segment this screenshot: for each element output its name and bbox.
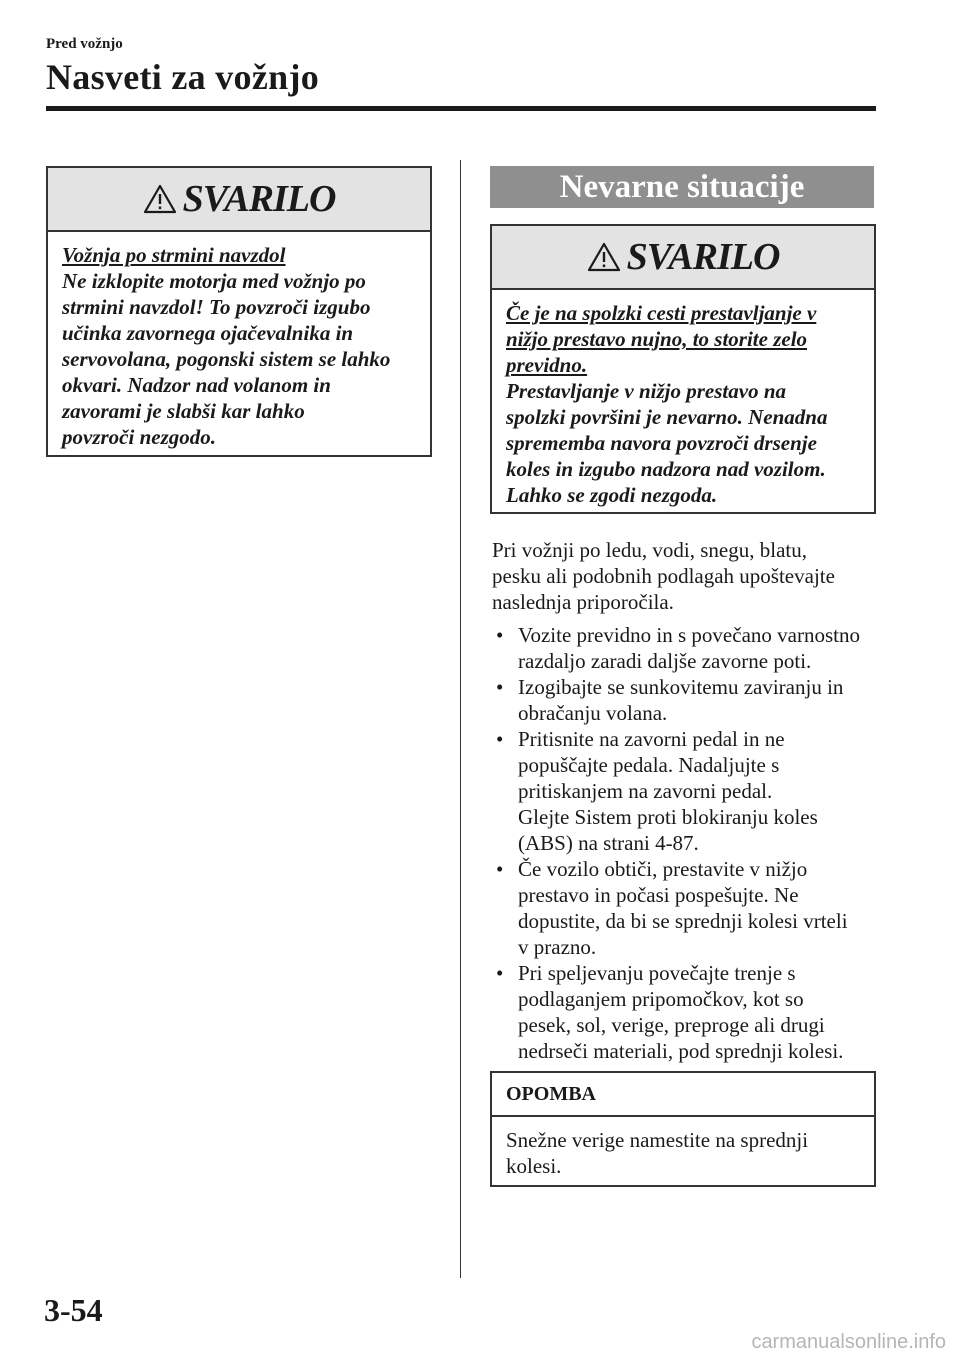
warning-line: učinka zavornega ojačevalnika in — [62, 321, 354, 345]
list-item-line: Pri speljevanju povečajte trenje s — [518, 961, 796, 985]
list-item-line: Izogibajte se sunkovitemu zaviranju in — [518, 675, 844, 699]
warning-line: spolzki površini je nevarno. Nenadna — [506, 405, 828, 429]
warning-box-right — [490, 224, 876, 514]
warning-triangle-icon — [587, 242, 621, 272]
note-body — [492, 1117, 874, 1189]
list-item-line: pesek, sol, verige, preproge ali drugi — [518, 1013, 825, 1037]
paragraph-line: Pri vožnji po ledu, vodi, snegu, blatu, — [492, 538, 807, 562]
warning-line: strmini navzdol! To povzroči izgubo — [62, 295, 371, 319]
note-line: Snežne verige namestite na sprednji — [506, 1128, 809, 1152]
note-box — [490, 1071, 876, 1187]
warning-heading: Vožnja po strmini navzdol — [62, 243, 286, 267]
list-item-line: obračanju volana. — [518, 701, 668, 725]
warning-body — [48, 232, 430, 462]
warning-line: Lahko se zgodi nezgoda. — [506, 483, 718, 507]
bullet-icon: • — [496, 857, 504, 881]
section-kicker: Pred vožnjo — [46, 36, 123, 52]
warning-line: Ne izklopite motorja med vožnjo po — [62, 269, 366, 293]
list-item-line: razdaljo zaradi daljše zavorne poti. — [518, 649, 812, 673]
warning-line: servovolana, pogonski sistem se lahko — [62, 347, 391, 371]
list-item — [492, 960, 876, 1064]
list-item-line: Če vozilo obtiči, prestavite v nižjo — [518, 857, 808, 881]
watermark-link[interactable]: carmanualsonline.info — [751, 1331, 946, 1353]
list-item-line: Vozite previdno in s povečano varnostno — [518, 623, 860, 647]
warning-line: povzroči nezgodo. — [62, 425, 216, 449]
warning-box-left — [46, 166, 432, 457]
warning-line: koles in izgubo nadzora nad vozilom. — [506, 457, 826, 481]
note-label: OPOMBA — [492, 1073, 874, 1117]
list-item-line: nedrseči materiali, pod sprednji kolesi. — [518, 1039, 844, 1063]
warning-header — [48, 168, 430, 232]
bullet-icon: • — [496, 623, 504, 647]
note-line: kolesi. — [506, 1154, 562, 1178]
column-divider — [460, 160, 461, 1278]
warning-line: okvari. Nadzor nad volanom in — [62, 373, 331, 397]
list-item-line: (ABS) na strani 4-87. — [518, 831, 699, 855]
title-rule — [46, 106, 876, 111]
list-item-line: podlaganjem pripomočkov, kot so — [518, 987, 804, 1011]
list-item-line: Glejte Sistem proti blokiranju koles — [518, 805, 818, 829]
page-number: 3-54 — [44, 1292, 103, 1328]
warning-heading: nižjo prestavo nujno, to storite zelo — [506, 327, 808, 351]
warning-triangle-icon — [143, 184, 177, 214]
warning-heading: previdno. — [506, 353, 588, 377]
list-item — [492, 622, 876, 674]
paragraph-line: pesku ali podobnih podlagah upoštevajte — [492, 564, 835, 588]
page-title: Nasveti za vožnjo — [46, 57, 320, 97]
bullet-icon: • — [496, 675, 504, 699]
warning-line: Prestavljanje v nižjo prestavo na — [506, 379, 786, 403]
list-item-line: v prazno. — [518, 935, 597, 959]
list-item-line: dopustite, da bi se sprednji kolesi vrteli — [518, 909, 848, 933]
paragraph-line: naslednja priporočila. — [492, 590, 674, 614]
list-item — [492, 856, 876, 960]
list-item — [492, 674, 876, 726]
intro-paragraph — [492, 537, 876, 615]
warning-body — [492, 290, 874, 520]
bullet-icon: • — [496, 727, 504, 751]
list-item-line: popuščajte pedala. Nadaljujte s — [518, 753, 780, 777]
warning-heading: Če je na spolzki cesti prestavljanje v — [506, 301, 817, 325]
warning-label: SVARILO — [182, 178, 336, 220]
bullet-icon: • — [496, 961, 504, 985]
list-item-line: prestavo in počasi pospešujte. Ne — [518, 883, 799, 907]
warning-label: SVARILO — [626, 236, 780, 278]
list-item-line: Pritisnite na zavorni pedal in ne — [518, 727, 785, 751]
warning-header — [492, 226, 874, 290]
section-heading: Nevarne situacije — [490, 166, 874, 208]
warning-line: zavorami je slabši kar lahko — [62, 399, 305, 423]
warning-line: sprememba navora povzroči drsenje — [506, 431, 817, 455]
list-item — [492, 726, 876, 856]
list-item-line: pritiskanjem na zavorni pedal. — [518, 779, 773, 803]
recommendation-list — [492, 622, 876, 1064]
